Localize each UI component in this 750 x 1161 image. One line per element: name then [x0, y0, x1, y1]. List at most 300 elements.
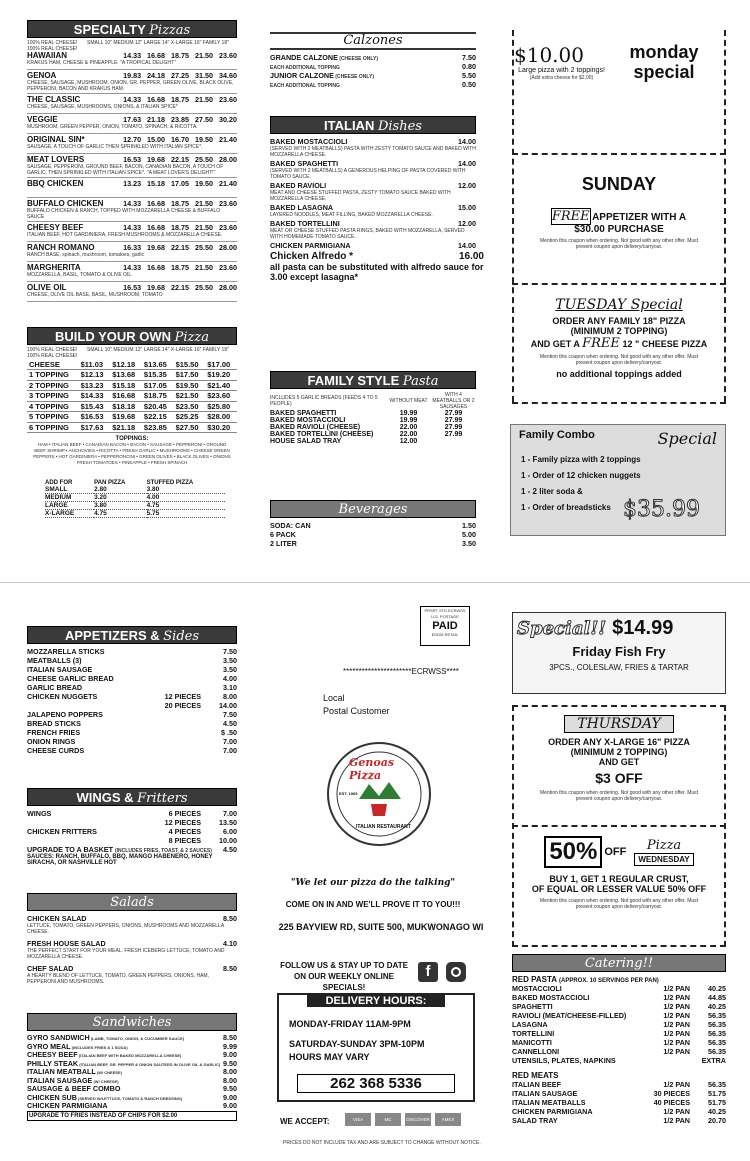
name: 6 PACK — [270, 530, 296, 539]
col-header: STUFFED PIZZA — [146, 480, 194, 486]
dish-price: 15.00 — [458, 203, 476, 212]
price-cell: $19.20 — [207, 370, 231, 380]
price-cell: $27.50 — [175, 422, 199, 432]
dish-name: BAKED SPAGHETTI — [270, 159, 339, 168]
menu-item-row — [27, 135, 237, 144]
price: 4.50 — [223, 719, 237, 728]
dish-price: 12.00 — [458, 181, 476, 190]
item-prices: 14.33 16.68 18.75 21.50 23.60 — [123, 51, 237, 60]
facebook-icon[interactable]: f — [418, 962, 438, 982]
sandwich-name: CHEESY BEEF — [27, 1050, 78, 1059]
price: 0.50 — [462, 80, 476, 89]
name: CHICKEN FRITTERS — [27, 827, 97, 836]
table-row — [45, 510, 225, 518]
price-cell: 27.99 — [444, 424, 463, 431]
dish-name: BAKED RAVIOLI — [270, 181, 327, 190]
price: 8.00 — [223, 1075, 237, 1085]
col-header: INCLUDES 5 GARLIC BREADS (FEEDS 4 TO 5 PEOPLE) — [270, 395, 378, 407]
price: 56.35 — [708, 1038, 726, 1047]
row-label: BAKED SPAGHETTI — [270, 410, 337, 417]
name: TORTELLINI — [512, 1029, 555, 1038]
table-row — [45, 494, 225, 502]
price-cell: $13.68 — [112, 370, 136, 380]
price: 51.75 — [708, 1098, 726, 1107]
item-name: GENOA — [27, 71, 57, 80]
price: 7.50 — [223, 647, 237, 656]
postage-box: PRSRT STD ECRWSS U.S. POSTAGE PAID EDDM RETAIL — [420, 606, 470, 646]
dish-row — [270, 203, 476, 212]
name: FRESH HOUSE SALAD — [27, 939, 106, 948]
table-row — [27, 391, 237, 402]
byo-header: BUILD YOUR OWN Pizza — [27, 327, 237, 345]
price-cell: $19.50 — [175, 380, 199, 390]
price: 0.80 — [462, 62, 476, 71]
price: $ .50 — [221, 728, 237, 737]
table-row — [27, 359, 237, 370]
name: SALAD TRAY — [512, 1116, 558, 1125]
qty — [117, 674, 207, 683]
qty — [117, 683, 207, 692]
restaurant-logo: Genoas Pizza ITALIAN RESTAURANT EST. 1969 — [327, 742, 431, 846]
price-cell: 2.80 — [94, 486, 146, 494]
price-cell: 3.20 — [94, 494, 146, 502]
qty — [117, 728, 207, 737]
menu-item — [27, 94, 237, 114]
name: GARLIC BREAD — [27, 683, 83, 692]
appetizer-row — [27, 728, 237, 737]
sandwich-name: GYRO MEAL — [27, 1041, 71, 1051]
calzone-name — [270, 62, 340, 71]
price: 20.70 — [708, 1116, 726, 1125]
size-headers: SMALL 10" MEDIUM 12" LARGE 14" X-LARGE 16" FAMILY 18" — [87, 40, 229, 46]
price-cell: 4.75 — [147, 502, 225, 510]
price: 40.25 — [708, 1002, 726, 1011]
appetizer-row — [27, 665, 237, 674]
beverage-row — [270, 521, 476, 530]
row-label: 6 TOPPING — [29, 422, 69, 432]
salad-item — [27, 914, 237, 935]
sandwiches-section: Sandwiches GYRO SANDWICH (LAMB, TOMATO, ONION, & CUCUMBER SAUCE) 8.50 GYRO MEAL (INCLUDES FRIES & 1 SODA) 9.99 CHEESY BEEF (ITALIAN BEEF WITH BAKED MOZZARELLA CHEESE) 9.00 PHILLY STEAK (ITALIAN BEEF, GR. PEPPER & ONION SAUTEED IN OLIVE OIL & GARLIC) 9.50 ITALIAN MEATBALL (W/ CHEESE) 8.00 ITALIAN SAUSAGE (W/ CHEESE) 8.00 SAUSAGE & BEEF COMBO 9.50 CHICKEN SUB (SERVED W/LETTUCE, TOMATO & RANCH DRESSING) 9.00 CHICKEN PARMIGIANA 9.00 UPGRADE TO FRIES INSTEAD OF CHIPS FOR $2.00 — [27, 1015, 237, 1119]
local: Local — [323, 693, 345, 703]
price-cell: $21.40 — [207, 380, 231, 390]
name: CHEF SALAD — [27, 964, 74, 973]
wednesday-coupon[interactable]: 50% OFF Pizza WEDNESDAY BUY 1, GET 1 REGULAR CRUST, OF EQUAL OR LESSER VALUE 50% OFF Mention this coupon when ordering. Not good with any other offer. Must present coupon upon delivery/carryout. — [531, 838, 707, 910]
price: 10.00 — [219, 836, 237, 845]
price-cell: $22.15 — [143, 412, 167, 422]
sub: (CHEESE ONLY) — [333, 74, 375, 80]
price-cell: 4.75 — [94, 510, 146, 518]
row-label: HOUSE SALAD TRAY — [270, 438, 342, 445]
combo-item: 1 - 2 liter soda & — [521, 487, 583, 496]
appetizer-row — [27, 647, 237, 656]
qty: 1/2 PAN — [663, 1080, 690, 1089]
calzones-section: Calzones GRANDE CALZONE (CHEESE ONLY) 7.50 EACH ADDITIONAL TOPPING 0.80 JUNIOR CALZONE (CHEESE ONLY) 5.50 EACH ADDITIONAL TOPPING 0.50 — [270, 33, 476, 89]
combo-price: $35.99 — [623, 497, 700, 522]
price-cell: 5.75 — [147, 510, 225, 518]
table-row — [27, 370, 237, 381]
price-cell: 3.80 — [94, 502, 146, 510]
instagram-icon[interactable] — [446, 962, 466, 982]
col-header: ADD FOR — [45, 480, 73, 486]
menu-item — [27, 178, 237, 198]
price: 8.50 — [223, 1033, 237, 1042]
qty — [117, 665, 207, 674]
price-cell: $16.68 — [112, 391, 136, 401]
price: 56.35 — [708, 1047, 726, 1056]
row-label: MEDIUM — [45, 494, 94, 502]
combo-item: 1 - Order of breadsticks — [521, 503, 611, 512]
price: 56.35 — [708, 1080, 726, 1089]
menu-item — [27, 198, 237, 222]
price-cell: $17.50 — [175, 370, 199, 380]
price: 13.50 — [219, 818, 237, 827]
price: 9.00 — [223, 1050, 237, 1059]
sandwich-name: ITALIAN MEATBALL — [27, 1067, 96, 1076]
price: 8.50 — [223, 914, 237, 923]
dish-price: 12.00 — [458, 219, 476, 228]
name: MOSTACCIOLI — [512, 984, 562, 993]
appetizer-row — [27, 746, 237, 755]
price-cell: $17.63 — [80, 422, 104, 432]
thursday-coupon[interactable]: THURSDAY ORDER ANY X-LARGE 16" PIZZA (MINIMUM 2 TOPPING) AND GET $3 OFF Mention this coupon when ordering. Not good with any other offer. Must present coupon upon delivery/carryout. — [539, 716, 699, 802]
catering-row — [512, 1056, 726, 1065]
price-cell: $17.00 — [207, 359, 231, 369]
price-cell: $21.50 — [175, 391, 199, 401]
sandwich-desc: (LAMB, TOMATO, ONION, & CUCUMBER SAUCE) — [89, 1036, 185, 1041]
price-cell: 27.99 — [444, 417, 463, 424]
sub: EACH ADDITIONAL TOPPING — [270, 83, 340, 89]
row-label: CHEESE — [29, 359, 60, 369]
price: 4.10 — [223, 939, 237, 948]
qty: 1/2 PAN — [663, 1047, 690, 1056]
price: 8.00 — [223, 692, 237, 701]
qty: 40 PIECES — [653, 1098, 690, 1107]
qty — [117, 656, 207, 665]
card-icon: VISA — [345, 1113, 371, 1126]
desc: LETTUCE, TOMATO, GREEN PEPPERS, ONIONS, MUSHROOMS AND MOZZARELLA CHEESE. — [27, 923, 224, 935]
item-name: ORIGINAL SIN* — [27, 135, 85, 144]
add-crust-table — [45, 480, 225, 518]
catering-row — [512, 1107, 726, 1116]
item-name: MEAT LOVERS — [27, 155, 85, 164]
menu-item — [27, 282, 237, 302]
row-label: 1 TOPPING — [29, 370, 69, 380]
appetizer-row — [27, 737, 237, 746]
sandwich-name: CHICKEN PARMIGIANA — [27, 1101, 108, 1110]
name: ITALIAN SAUSAGE — [512, 1089, 578, 1098]
menu-item — [27, 114, 237, 134]
name: RAVIOLI (MEAT/CHEESE-FILLED) — [512, 1011, 627, 1020]
name — [27, 701, 117, 710]
menu-item — [27, 222, 237, 242]
desc: THE PERFECT START FOR YOUR MEAL. FRESH ICEBERG LETTUCE, TOMATO AND MOZZARELLA CHEESE. — [27, 948, 225, 960]
table-row — [27, 380, 237, 391]
qty: 4 PIECES — [168, 827, 201, 836]
salad-row — [27, 914, 237, 923]
price: 8.50 — [223, 964, 237, 973]
calzone-row — [270, 71, 476, 80]
item-prices: 19.83 24.18 27.25 31.50 34.60 — [123, 71, 237, 80]
price: 1.50 — [462, 521, 476, 530]
price-cell: $17.05 — [143, 380, 167, 390]
row-label: 3 TOPPING — [29, 391, 69, 401]
delivery-box: DELIVERY HOURS: MONDAY-FRIDAY 11AM-9PM SATURDAY-SUNDAY 3PM-10PM HOURS MAY VARY 262 368 5336 — [277, 993, 475, 1102]
price-cell: $12.13 — [80, 370, 104, 380]
appetizer-row — [27, 674, 237, 683]
qty: 1/2 PAN — [663, 1011, 690, 1020]
price-cell: 19.99 — [399, 417, 418, 424]
price: 5.50 — [462, 71, 476, 80]
card-icon: MC — [375, 1113, 401, 1126]
catering-row — [512, 1011, 726, 1020]
qty — [117, 647, 207, 656]
col-header: WITHOUT MEAT — [389, 398, 428, 404]
catering-row — [512, 1002, 726, 1011]
price-cell: 27.99 — [444, 410, 463, 417]
row-label: 2 TOPPING — [29, 380, 69, 390]
price: 40.25 — [708, 984, 726, 993]
wings-section: WINGS & Fritters WINGS 6 PIECES 7.00 12 PIECES 13.50 CHICKEN FRITTERS 4 PIECES 6.00 8 PIECES 10.00 UPGRADE TO A BASKET (INCLUDES FRIES, TOAST, & 2 SAUCES) 4.50 SAUCES: RANCH, BUFFALO, BBQ, MANGO HABENERO, HONEY SIRACHA, OR NASHVILLE HOT — [27, 790, 237, 866]
name: ITALIAN SAUSAGE — [27, 665, 93, 674]
menu-item-row — [27, 155, 237, 164]
dish-name: BAKED MOSTACCIOLI — [270, 137, 348, 146]
name: CANNELLONI — [512, 1047, 560, 1056]
dish-name: BAKED LASAGNA — [270, 203, 334, 212]
price: 7.50 — [462, 53, 476, 62]
name: FRENCH FRIES — [27, 728, 81, 737]
qty: 1/2 PAN — [663, 1038, 690, 1047]
family-combo[interactable]: Family Combo Special 1 - Family pizza with 2 toppings 1 - Order of 12 chicken nuggets 1 - 2 liter soda & 1 - Order of breadsticks $35.99 — [510, 424, 726, 536]
item-prices: 17.63 21.18 23.85 27.50 30.20 — [123, 115, 237, 124]
qty — [117, 746, 207, 755]
menu-item-row — [27, 199, 237, 208]
sandwich-desc: (SERVED W/LETTUCE, TOMATO & RANCH DRESSING) — [76, 1095, 183, 1101]
price: 56.35 — [708, 1029, 726, 1038]
price-cell: $15.50 — [175, 359, 199, 369]
catering-row — [512, 993, 726, 1002]
qty: 1/2 PAN — [663, 984, 690, 993]
price: 56.35 — [708, 1020, 726, 1029]
calzone-row — [270, 80, 476, 89]
dish-item — [270, 203, 476, 218]
row-label: 4 TOPPING — [29, 401, 69, 411]
price-cell: $15.18 — [112, 380, 136, 390]
row-label: SMALL — [45, 486, 94, 494]
name: CHICKEN NUGGETS — [27, 692, 98, 701]
price-cell: $18.75 — [143, 391, 167, 401]
catering-row — [512, 984, 726, 993]
menu-item-row — [27, 283, 237, 292]
qty: 1/2 PAN — [663, 1116, 690, 1125]
price: 9.50 — [223, 1084, 237, 1093]
tuesday-coupon[interactable]: TUESDAY Special ORDER ANY FAMILY 18" PIZZA (MINIMUM 2 TOPPING) AND GET A FREE 12 " CHEESE PIZZA Mention this coupon when ordering. Not good with any other offer. Must present coupon upon delivery/carryout. no additional toppings added — [530, 297, 708, 379]
name: BREAD STICKS — [27, 719, 81, 728]
price-cell: $23.60 — [207, 391, 231, 401]
dish-row — [270, 159, 476, 168]
price-cell: $16.53 — [80, 412, 104, 422]
appetizers-section: APPETIZERS & Sides MOZZARELLA STICKS 7.50 MEATBALLS (3) 3.50 ITALIAN SAUSAGE 3.50 CHEESE GARLIC BREAD 4.00 GARLIC BREAD 3.10 CHICKEN NUGGETS 12 PIECES 8.00 20 PIECES 14.00 JALAPENO POPPERS 7.50 BREAD STICKS 4.50 FRENCH FRIES $ .50 ONION RINGS 7.00 CHEESE CURDS 7.00 — [27, 628, 237, 755]
price-cell: $15.35 — [143, 370, 167, 380]
sandwich-name: GYRO SANDWICH — [27, 1033, 90, 1042]
menu-item-row — [27, 95, 237, 104]
catering-row — [512, 1116, 726, 1125]
dish-price: 14.00 — [458, 159, 476, 168]
sandwich-desc: (ITALIAN BEEF, GR. PEPPER & ONION SAUTEED IN OLIVE OIL & GARLIC) — [78, 1061, 221, 1067]
price-cell: $25.80 — [207, 401, 231, 411]
menu-item-row — [27, 243, 237, 252]
item-desc: MOZZARELLA, BASIL, TOMATO & OLIVE OIL. — [27, 272, 133, 278]
name: 2 LITER — [270, 539, 297, 548]
fish-fry-special[interactable]: Special!! $14.99 Friday Fish Fry 3PCS., COLESLAW, FRIES & TARTAR — [512, 612, 726, 694]
item-name: MARGHERITA — [27, 263, 81, 272]
price: 4.00 — [223, 674, 237, 683]
qty: 1/2 PAN — [663, 1029, 690, 1038]
calzone-name — [270, 53, 378, 62]
price: 3.10 — [223, 683, 237, 692]
price-cell: 22.00 — [399, 424, 418, 431]
qty: 1/2 PAN — [663, 1107, 690, 1116]
calzone-row — [270, 53, 476, 62]
desc: A HEARTY BLEND OF LETTUCE, TOMATO, GREEN PEPPERS, ONIONS, HAM, PEPPERONI AND MUSHROOMS. — [27, 973, 209, 985]
name: JUNIOR CALZONE — [270, 71, 334, 80]
price: 9.50 — [223, 1058, 237, 1068]
sandwich-desc: (W/ CHEESE) — [92, 1078, 119, 1084]
name: CHEESE GARLIC BREAD — [27, 674, 114, 683]
dish-desc: (SERVED WITH 2 MEATBALLS) PASTA WITH ZESTY TOMATO SAUCE AND BAKED WITH MOZZARELLA CHEESE. — [270, 146, 476, 158]
row-label: BAKED RAVIOLI (CHEESE) — [270, 424, 361, 431]
price-cell: 27.99 — [444, 431, 463, 438]
appetizer-row — [27, 683, 237, 692]
price: 9.00 — [223, 1092, 237, 1102]
sandwich-name: PHILLY STEAK — [27, 1058, 79, 1068]
price-cell: $20.45 — [143, 401, 167, 411]
table-row — [27, 422, 237, 433]
price: 5.00 — [462, 530, 476, 539]
name: ONION RINGS — [27, 737, 76, 746]
salads-section: Salads CHICKEN SALAD 8.50 LETTUCE, TOMATO, GREEN PEPPERS, ONIONS, MUSHROOMS AND MOZZARELLA CHEESE. FRESH HOUSE SALAD 4.10 THE PERFECT START FOR YOUR MEAL. FRESH ICEBERG LETTUCE, TOMATO AND MOZZARELLA CHEESE. CHEF SALAD 8.50 A HEARTY BLEND OF LETTUCE, TOMATO, GREEN PEPPERS, ONIONS, HAM, PEPPERONI AND MUSHROOMS. — [27, 895, 237, 985]
item-prices: 16.33 19.68 22.15 25.50 28.00 — [123, 243, 237, 252]
menu-item-row — [27, 263, 237, 272]
name — [27, 818, 117, 827]
dish-desc: MEAT OR CHEESE STUFFED PASTA RINGS, BAKED WITH MOZZARELLA, SERVED WITH HOMEMADE TOMATO SAUCE. — [270, 228, 465, 240]
salad-row — [27, 964, 237, 973]
item-desc: CHEESE, OLIVE OIL BASE, BASIL, MUSHROOM, TOMATO — [27, 292, 163, 298]
price-cell: $23.50 — [175, 401, 199, 411]
table-header — [270, 392, 476, 410]
calzone-name — [270, 80, 340, 89]
col-header: PAN PIZZA — [94, 480, 126, 486]
item-prices: 14.33 16.68 18.75 21.50 23.60 — [123, 199, 237, 208]
item-name: RANCH ROMANO — [27, 243, 95, 252]
qty: 6 PIECES — [168, 809, 201, 818]
qty: 20 PIECES — [164, 701, 201, 710]
name: ITALIAN BEEF — [512, 1080, 561, 1089]
postal-customer: Postal Customer — [323, 706, 390, 716]
specialty-section: SPECIALTY Pizzas 100% REAL CHEESE! 100% REAL CHEESE! SMALL 10" MEDIUM 12" LARGE 14" X-LARGE 16" FAMILY 18" HAWAIIAN 14.33 16.68 18.75 21.50 23.60 KRAKUS HAM, CHEESE & PINEAPPLE. "A TROPICAL DELIGHT" GENOA 19.83 24.18 27.25 31.50 34.60 CHEESE, SAUSAGE, MUSHROOM, ONION, GR. PEPPER, GREEN OLIVE, BLACK OLIVE, PEPPERONI, BACON AND KRAKUS HAM. THE CLASSIC 14.33 16.68 18.75 21.50 23.60 CHEESE, SAUSAGE, MUSHROOMS, ONIONS, & ITALIAN SPICE* VEGGIE 17.63 21.18 23.85 27.50 30.20 MUSHROOM, GREEN PEPPER, ONION, TOMATO, SPINACH, & RICOTTA. ORIGINAL SIN* 12.70 15.00 16.70 19.50 21.40 SAUSAGE, A TOUCH OF GARLIC THEN SPRINKLED WITH ITALIAN SPICE*. MEAT LOVERS 16.53 19.68 22.15 25.50 28.00 SAUSAGE, PEPPERONI, GROUND BEEF, BACON, CANADIAN BACON, A TOUCH OF GARLIC, THEN SPRINKLED WITH ITALIAN SPICE*. "A MEAT LOVER'S DELIGHT!" BBQ CHICKEN 13.23 15.18 17.05 19.50 21.40 BUFFALO CHICKEN 14.33 16.68 18.75 21.50 23.60 BUFFALO CHICKEN & RANCH, TOPPED WITH MOZZARELLA CHEESE & BUFFALO SAUCE CHEESY BEEF 14.33 16.68 18.75 21.50 23.60 ITALIAN BEEF, HOT GARDINIERA, FRESH MUSHROOMS & MOZZARELLA CHEESE. RANCH ROMANO 16.33 19.68 22.15 25.50 28.00 RANCH BASE, spinach, mushroom, tomatoes, garlic MARGHERITA 14.33 16.68 18.75 21.50 23.60 MOZZARELLA, BASIL, TOMATO & OLIVE OIL. OLIVE OIL 16.53 19.68 22.15 25.50 28.00 CHEESE, OLIVE OIL BASE, BASIL, MUSHROOM, TOMATO — [27, 20, 237, 302]
menu-item — [27, 262, 237, 282]
toppings-list: HAM • ITALIAN BEEF • CANADIAN BACON • BACON • SAUSAGE • PEPPERONI • GROUND BEEF SHRIMP • ANCHOVIES • RICOTTA • FRESH GARLIC • MUSHROOMS • CHEESE GREEN PEPPERS • HOT GARDINIERA • PEPPERONCINI • GREEN OLIVES • BLACK OLIVES • ONIONS FRESH TOMATOES • PINEAPPLE • FRESH SPINACH — [33, 442, 231, 465]
item-desc: SAUSAGE, PEPPERONI, GROUND BEEF, BACON, CANADIAN BACON, A TOUCH OF GARLIC, THEN SPRINKLED WITH ITALIAN SPICE*. "A MEAT LOVER'S DELIGHT!" — [27, 164, 224, 176]
catering-row — [512, 1098, 726, 1107]
wings-row — [27, 836, 237, 845]
name: JALAPENO POPPERS — [27, 710, 103, 719]
catering-row — [512, 1080, 726, 1089]
price-cell: $14.33 — [80, 391, 104, 401]
appetizer-row — [27, 710, 237, 719]
menu-item — [27, 134, 237, 154]
beverage-row — [270, 539, 476, 548]
dish-desc: (SERVED WITH 2 MEATBALLS) A GENEROUS HELPING OF PASTA COVERED WITH TOMATO SAUCE. — [270, 168, 466, 180]
item-desc: ITALIAN BEEF, HOT GARDINIERA, FRESH MUSHROOMS & MOZZARELLA CHEESE. — [27, 232, 223, 238]
name — [27, 1102, 108, 1111]
sandwich-name: CHICKEN SUB — [27, 1092, 77, 1102]
sub: EACH ADDITIONAL TOPPING — [270, 65, 340, 71]
item-prices: 13.23 15.18 17.05 19.50 21.40 — [123, 179, 237, 188]
item-desc: BUFFALO CHICKEN & RANCH, TOPPED WITH MOZZARELLA CHEESE & BUFFALO SAUCE — [27, 208, 221, 220]
phone-number[interactable]: 262 368 5336 — [297, 1074, 455, 1093]
price: 3.50 — [223, 665, 237, 674]
menu-item — [27, 70, 237, 94]
menu-item-row — [27, 51, 237, 60]
dish-name: BAKED TORTELLINI — [270, 219, 340, 228]
name: LASAGNA — [512, 1020, 548, 1029]
sandwich-desc: (ITALIAN BEEF WITH BAKED MOZZARELLA CHEESE) — [77, 1053, 182, 1058]
item-prices: 14.33 16.68 18.75 21.50 23.60 — [123, 263, 237, 272]
col-header: WITH 4 MEATBALLS OR 2 SAUSAGES — [432, 392, 475, 410]
price: 7.50 — [223, 710, 237, 719]
item-name: BUFFALO CHICKEN — [27, 199, 104, 208]
price: 7.00 — [223, 809, 237, 818]
monday-coupon[interactable]: $10.00 Large pizza with 2 toppings! (Add extra cheese for $2.00) monday special — [514, 42, 699, 82]
price-cell: $23.85 — [143, 422, 167, 432]
price-cell: $13.23 — [80, 380, 104, 390]
catering-section: Catering!! RED PASTA (APPROX. 10 SERVINGS PER PAN) MOSTACCIOLI 1/2 PAN 40.25 BAKED MOSTACCIOLI 1/2 PAN 44.85 SPAGHETTI 1/2 PAN 40.25 RAVIOLI (MEAT/CHEESE-FILLED) 1/2 PAN 56.35 LASAGNA 1/2 PAN 56.35 TORTELLINI 1/2 PAN 56.35 MANICOTTI 1/2 PAN 56.35 CANNELLONI 1/2 PAN 56.35 UTENSILS, PLATES, NAPKINS EXTRA RED MEATS ITALIAN BEEF 1/2 PAN 56.35 ITALIAN SAUSAGE 30 PIECES 51.75 ITALIAN MEATBALLS 40 PIECES 51.75 CHICKEN PARMIGIANA 1/2 PAN 40.25 SALAD TRAY 1/2 PAN 20.70 — [512, 956, 726, 1125]
price-cell: 4.00 — [147, 494, 225, 502]
name: BAKED MOSTACCIOLI — [512, 993, 590, 1002]
dish-row — [270, 219, 476, 228]
salad-item — [27, 964, 237, 985]
italian-section: ITALIAN Dishes BAKED MOSTACCIOLI 14.00 (SERVED WITH 2 MEATBALLS) PASTA WITH ZESTY TOMATO SAUCE AND BAKED WITH MOZZARELLA CHEESE. BAKED SPAGHETTI 14.00 (SERVED WITH 2 MEATBALLS) A GENEROUS HELPING OF PASTA COVERED WITH TOMATO SAUCE. BAKED RAVIOLI 12.00 MEAT AND CHEESE STUFFED PASTA, ZESTY TOMATO SAUCE BAKED WITH MOZZARELLA CHEESE. BAKED LASAGNA 15.00 LAYERED NOODLES, MEAT FILLING, BAKED MOZZARELLA CHEESE. BAKED TORTELLINI 12.00 MEAT OR CHEESE STUFFED PASTA RINGS, BAKED WITH MOZZARELLA, SERVED WITH HOMEMADE TOMATO SAUCE. CHICKEN PARMIGIANA 14.00 Chicken Alfredo * 16.00 all pasta can be substituted with alfredo sauce for 3.00 except lasagna* — [270, 118, 484, 282]
sunday-coupon[interactable]: SUNDAY FREE APPETIZER WITH A $30.00 PURCHASE Mention this coupon when ordering. Not good with any other offer. Must present coupon upon delivery/carryout. — [539, 174, 699, 250]
name: UTENSILS, PLATES, NAPKINS — [512, 1056, 616, 1065]
wings-row — [27, 818, 237, 827]
price: 7.00 — [223, 746, 237, 755]
price: 14.00 — [219, 701, 237, 710]
name: MOZZARELLA STICKS — [27, 647, 105, 656]
table-row — [270, 424, 476, 431]
item-desc: RANCH BASE, spinach, mushroom, tomatoes, garlic — [27, 252, 144, 258]
price-cell: $25.25 — [175, 412, 199, 422]
table-row — [270, 431, 476, 438]
price-cell: $12.18 — [112, 359, 136, 369]
price-cell: 12.00 — [399, 438, 418, 445]
dish-price: 14.00 — [458, 241, 476, 250]
qty: 1/2 PAN — [663, 1002, 690, 1011]
dish-row — [270, 241, 476, 250]
price-cell: $11.03 — [80, 359, 104, 369]
salad-item — [27, 939, 237, 960]
qty: 12 PIECES — [164, 818, 201, 827]
menu-item-row — [27, 115, 237, 124]
price: 9.99 — [223, 1041, 237, 1051]
byo-price-table — [27, 359, 237, 433]
name: MEATBALLS (3) — [27, 656, 82, 665]
appetizer-row — [27, 701, 237, 710]
row-label: BAKED MOSTACCIOLI — [270, 417, 346, 424]
salad-row — [27, 939, 237, 948]
sandwich-desc: (INCLUDES FRIES & 1 SODA) — [70, 1044, 128, 1050]
dish-item — [270, 159, 476, 180]
